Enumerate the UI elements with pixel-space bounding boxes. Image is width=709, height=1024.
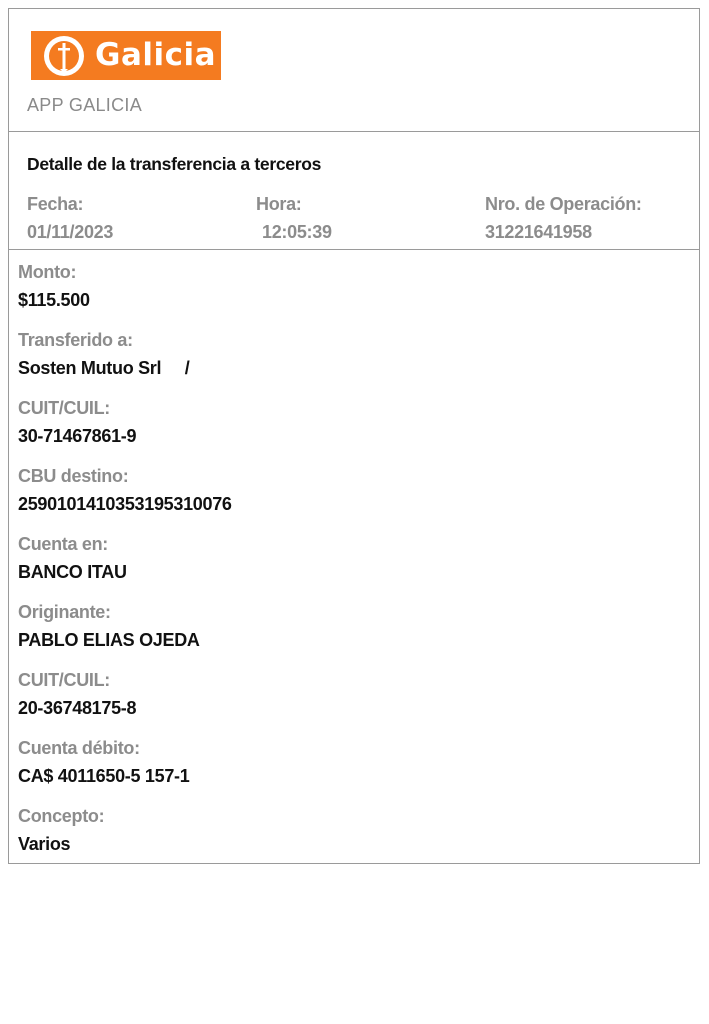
originator-cuit-label: CUIT/CUIL: [18,670,110,690]
amount-value: $115.500 [18,290,90,310]
concept-value: Varios [18,834,71,854]
debit-account-value: CA$ 4011650-5 157-1 [18,766,190,786]
bank-label: Cuenta en: [18,534,109,554]
galicia-logo [31,31,221,80]
recipient-label: Transferido a: [18,330,133,350]
originator-value: PABLO ELIAS OJEDA [18,630,200,650]
logo-wordmark: Galicia [95,37,217,73]
operation-number-value: 31221641958 [485,222,592,242]
originator-cuit-value: 20-36748175-8 [18,698,137,718]
time-label: Hora: [256,194,302,214]
date-value: 01/11/2023 [27,222,114,242]
recipient-cuit-value: 30-71467861-9 [18,426,137,446]
concept-label: Concepto: [18,806,105,826]
app-name: APP GALICIA [27,95,143,115]
receipt-header [9,9,699,132]
amount-label: Monto: [18,262,77,282]
transfer-summary [9,132,699,250]
galicia-emblem-icon [36,33,92,79]
bank-value: BANCO ITAU [18,562,127,582]
recipient-value: Sosten Mutuo Srl / [18,358,190,378]
originator-label: Originante: [18,602,111,622]
destination-cbu-label: CBU destino: [18,466,129,486]
time-value: 12:05:39 [262,222,332,242]
debit-account-label: Cuenta débito: [18,738,140,758]
operation-number-label: Nro. de Operación: [485,194,642,214]
date-label: Fecha: [27,194,84,214]
page-title: Detalle de la transferencia a terceros [27,154,322,174]
recipient-cuit-label: CUIT/CUIL: [18,398,110,418]
destination-cbu-value: 2590101410353195310076 [18,494,232,514]
